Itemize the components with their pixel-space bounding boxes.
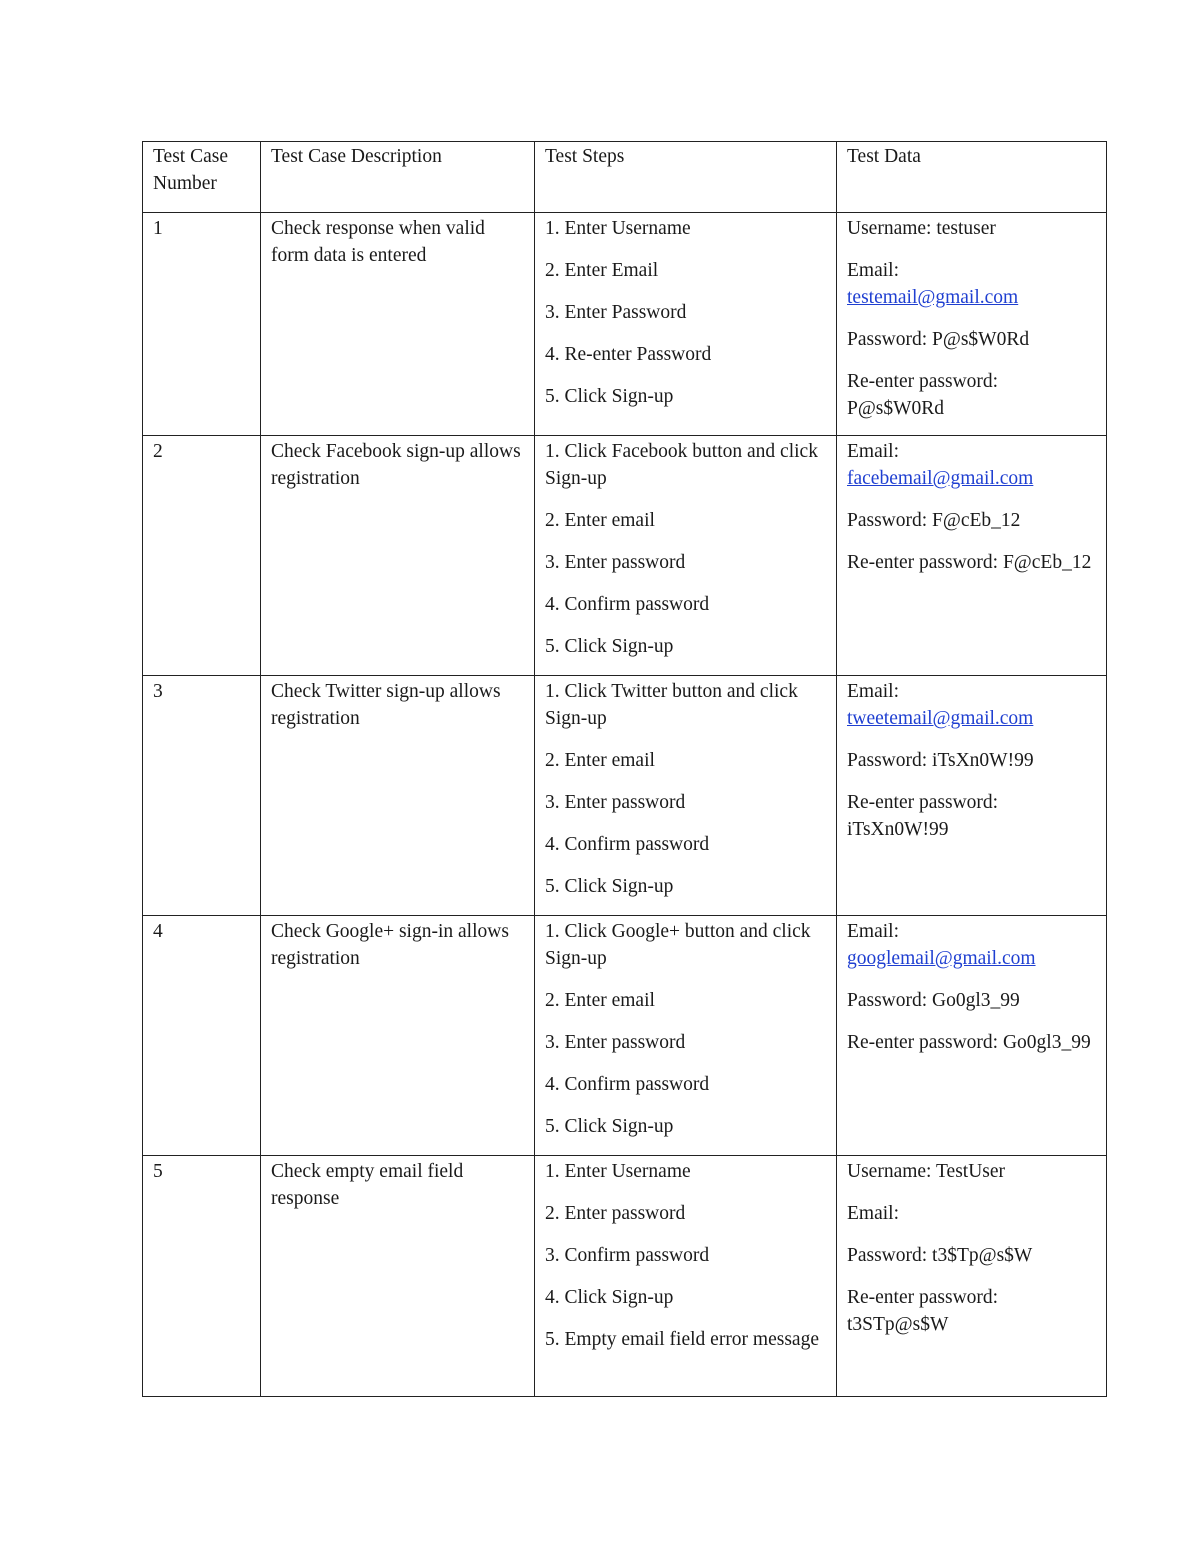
test-case-description-cell bbox=[261, 436, 535, 676]
test-data-item bbox=[847, 1200, 1097, 1227]
test-data-label: Username: TestUser bbox=[847, 1161, 1006, 1182]
test-data-item bbox=[847, 507, 1097, 534]
test-data-label: Password: iTsXn0W!99 bbox=[847, 750, 1034, 771]
test-case-number: 4 bbox=[153, 921, 163, 942]
test-case-description: Check Twitter sign-up allows registration bbox=[271, 681, 501, 729]
test-step: 3. Enter password bbox=[545, 792, 686, 813]
test-step: 5. Empty email field error message bbox=[545, 1329, 819, 1350]
test-data-label: Username: testuser bbox=[847, 218, 996, 239]
test-data-label: Email: bbox=[847, 441, 899, 462]
test-data-item bbox=[847, 747, 1097, 774]
test-step: 5. Click Sign-up bbox=[545, 636, 674, 657]
test-data-label: Password: t3$Tp@s$W bbox=[847, 1245, 1033, 1266]
test-step: 4. Confirm password bbox=[545, 594, 710, 615]
header-description-text: Test Case Description bbox=[271, 146, 442, 167]
header-number-text: Test Case Number bbox=[153, 146, 228, 194]
test-data-item bbox=[847, 918, 1097, 972]
header-row bbox=[143, 142, 1107, 213]
test-case-description-cell bbox=[261, 213, 535, 436]
test-data-item bbox=[847, 215, 1097, 242]
test-data-item bbox=[847, 987, 1097, 1014]
header-data-text: Test Data bbox=[847, 146, 921, 167]
test-steps-cell bbox=[535, 676, 837, 916]
test-case-number: 2 bbox=[153, 441, 163, 462]
test-case-description-cell bbox=[261, 676, 535, 916]
test-data-item bbox=[847, 1242, 1097, 1269]
test-step: 1. Click Google+ button and click Sign-up bbox=[545, 921, 811, 969]
test-data-label: Password: Go0gl3_99 bbox=[847, 990, 1020, 1011]
email-link[interactable]: facebemail@gmail.com bbox=[847, 468, 1034, 489]
test-step: 4. Confirm password bbox=[545, 1074, 710, 1095]
test-step: 2. Enter email bbox=[545, 510, 655, 531]
test-data-item bbox=[847, 789, 1097, 843]
test-case-description-cell bbox=[261, 916, 535, 1156]
test-step: 1. Click Twitter button and click Sign-up bbox=[545, 681, 798, 729]
email-link[interactable]: tweetemail@gmail.com bbox=[847, 708, 1034, 729]
test-case-number-cell bbox=[143, 676, 261, 916]
test-step: 2. Enter password bbox=[545, 1203, 686, 1224]
test-data-item bbox=[847, 326, 1097, 353]
test-step: 1. Enter Username bbox=[545, 218, 691, 239]
table-row bbox=[143, 436, 1107, 676]
test-data-item bbox=[847, 1284, 1097, 1338]
test-data-label: Re-enter password: F@cEb_12 bbox=[847, 552, 1092, 573]
test-case-description-cell bbox=[261, 1156, 535, 1397]
test-steps-cell bbox=[535, 916, 837, 1156]
test-case-table bbox=[142, 141, 1107, 1397]
test-step: 1. Click Facebook button and click Sign-up bbox=[545, 441, 818, 489]
test-data-label: Re-enter password: t3STp@s$W bbox=[847, 1287, 999, 1335]
test-data-label: Email: bbox=[847, 260, 899, 281]
email-link[interactable]: testemail@gmail.com bbox=[847, 287, 1019, 308]
test-steps-cell bbox=[535, 436, 837, 676]
test-data-cell bbox=[837, 1156, 1107, 1397]
test-step: 3. Enter password bbox=[545, 1032, 686, 1053]
test-case-number-cell bbox=[143, 213, 261, 436]
table-row bbox=[143, 916, 1107, 1156]
table-row bbox=[143, 213, 1107, 436]
email-link[interactable]: googlemail@gmail.com bbox=[847, 948, 1036, 969]
test-step: 3. Enter password bbox=[545, 552, 686, 573]
test-step: 2. Enter Email bbox=[545, 260, 659, 281]
test-step: 5. Click Sign-up bbox=[545, 876, 674, 897]
test-data-item bbox=[847, 257, 1097, 311]
test-data-label: Email: bbox=[847, 1203, 899, 1224]
test-step: 2. Enter email bbox=[545, 750, 655, 771]
test-data-cell bbox=[837, 213, 1107, 436]
test-data-item bbox=[847, 1029, 1097, 1056]
test-case-description: Check Facebook sign-up allows registration bbox=[271, 441, 521, 489]
test-step: 5. Click Sign-up bbox=[545, 1116, 674, 1137]
test-data-item bbox=[847, 1158, 1097, 1185]
test-case-number: 3 bbox=[153, 681, 163, 702]
test-data-label: Password: F@cEb_12 bbox=[847, 510, 1021, 531]
header-steps-text: Test Steps bbox=[545, 146, 625, 167]
test-case-number-cell bbox=[143, 916, 261, 1156]
table-row bbox=[143, 676, 1107, 916]
header-description bbox=[261, 142, 535, 213]
test-case-description: Check Google+ sign-in allows registration bbox=[271, 921, 509, 969]
test-case-number-cell bbox=[143, 1156, 261, 1397]
test-step: 2. Enter email bbox=[545, 990, 655, 1011]
test-case-number: 5 bbox=[153, 1161, 163, 1182]
test-case-number-cell bbox=[143, 436, 261, 676]
test-data-item bbox=[847, 678, 1097, 732]
test-case-number: 1 bbox=[153, 218, 163, 239]
test-step: 4. Click Sign-up bbox=[545, 1287, 674, 1308]
test-data-label: Email: bbox=[847, 921, 899, 942]
test-steps-cell bbox=[535, 1156, 837, 1397]
test-data-cell bbox=[837, 436, 1107, 676]
test-data-cell bbox=[837, 916, 1107, 1156]
test-case-description: Check response when valid form data is entered bbox=[271, 218, 485, 266]
header-steps bbox=[535, 142, 837, 213]
test-step: 3. Enter Password bbox=[545, 302, 687, 323]
test-step: 1. Enter Username bbox=[545, 1161, 691, 1182]
test-data-cell bbox=[837, 676, 1107, 916]
test-steps-cell bbox=[535, 213, 837, 436]
test-data-label: Re-enter password: iTsXn0W!99 bbox=[847, 792, 999, 840]
test-data-item bbox=[847, 438, 1097, 492]
test-step: 3. Confirm password bbox=[545, 1245, 710, 1266]
test-data-item bbox=[847, 549, 1097, 576]
header-number bbox=[143, 142, 261, 213]
test-data-label: Password: P@s$W0Rd bbox=[847, 329, 1030, 350]
test-data-label: Re-enter password: Go0gl3_99 bbox=[847, 1032, 1091, 1053]
test-data-label: Email: bbox=[847, 681, 899, 702]
test-data-item bbox=[847, 368, 1097, 422]
test-case-description: Check empty email field response bbox=[271, 1161, 464, 1209]
test-step: 4. Re-enter Password bbox=[545, 344, 712, 365]
table-row bbox=[143, 1156, 1107, 1397]
test-data-label: Re-enter password: P@s$W0Rd bbox=[847, 371, 999, 419]
test-step: 4. Confirm password bbox=[545, 834, 710, 855]
test-step: 5. Click Sign-up bbox=[545, 386, 674, 407]
header-data bbox=[837, 142, 1107, 213]
